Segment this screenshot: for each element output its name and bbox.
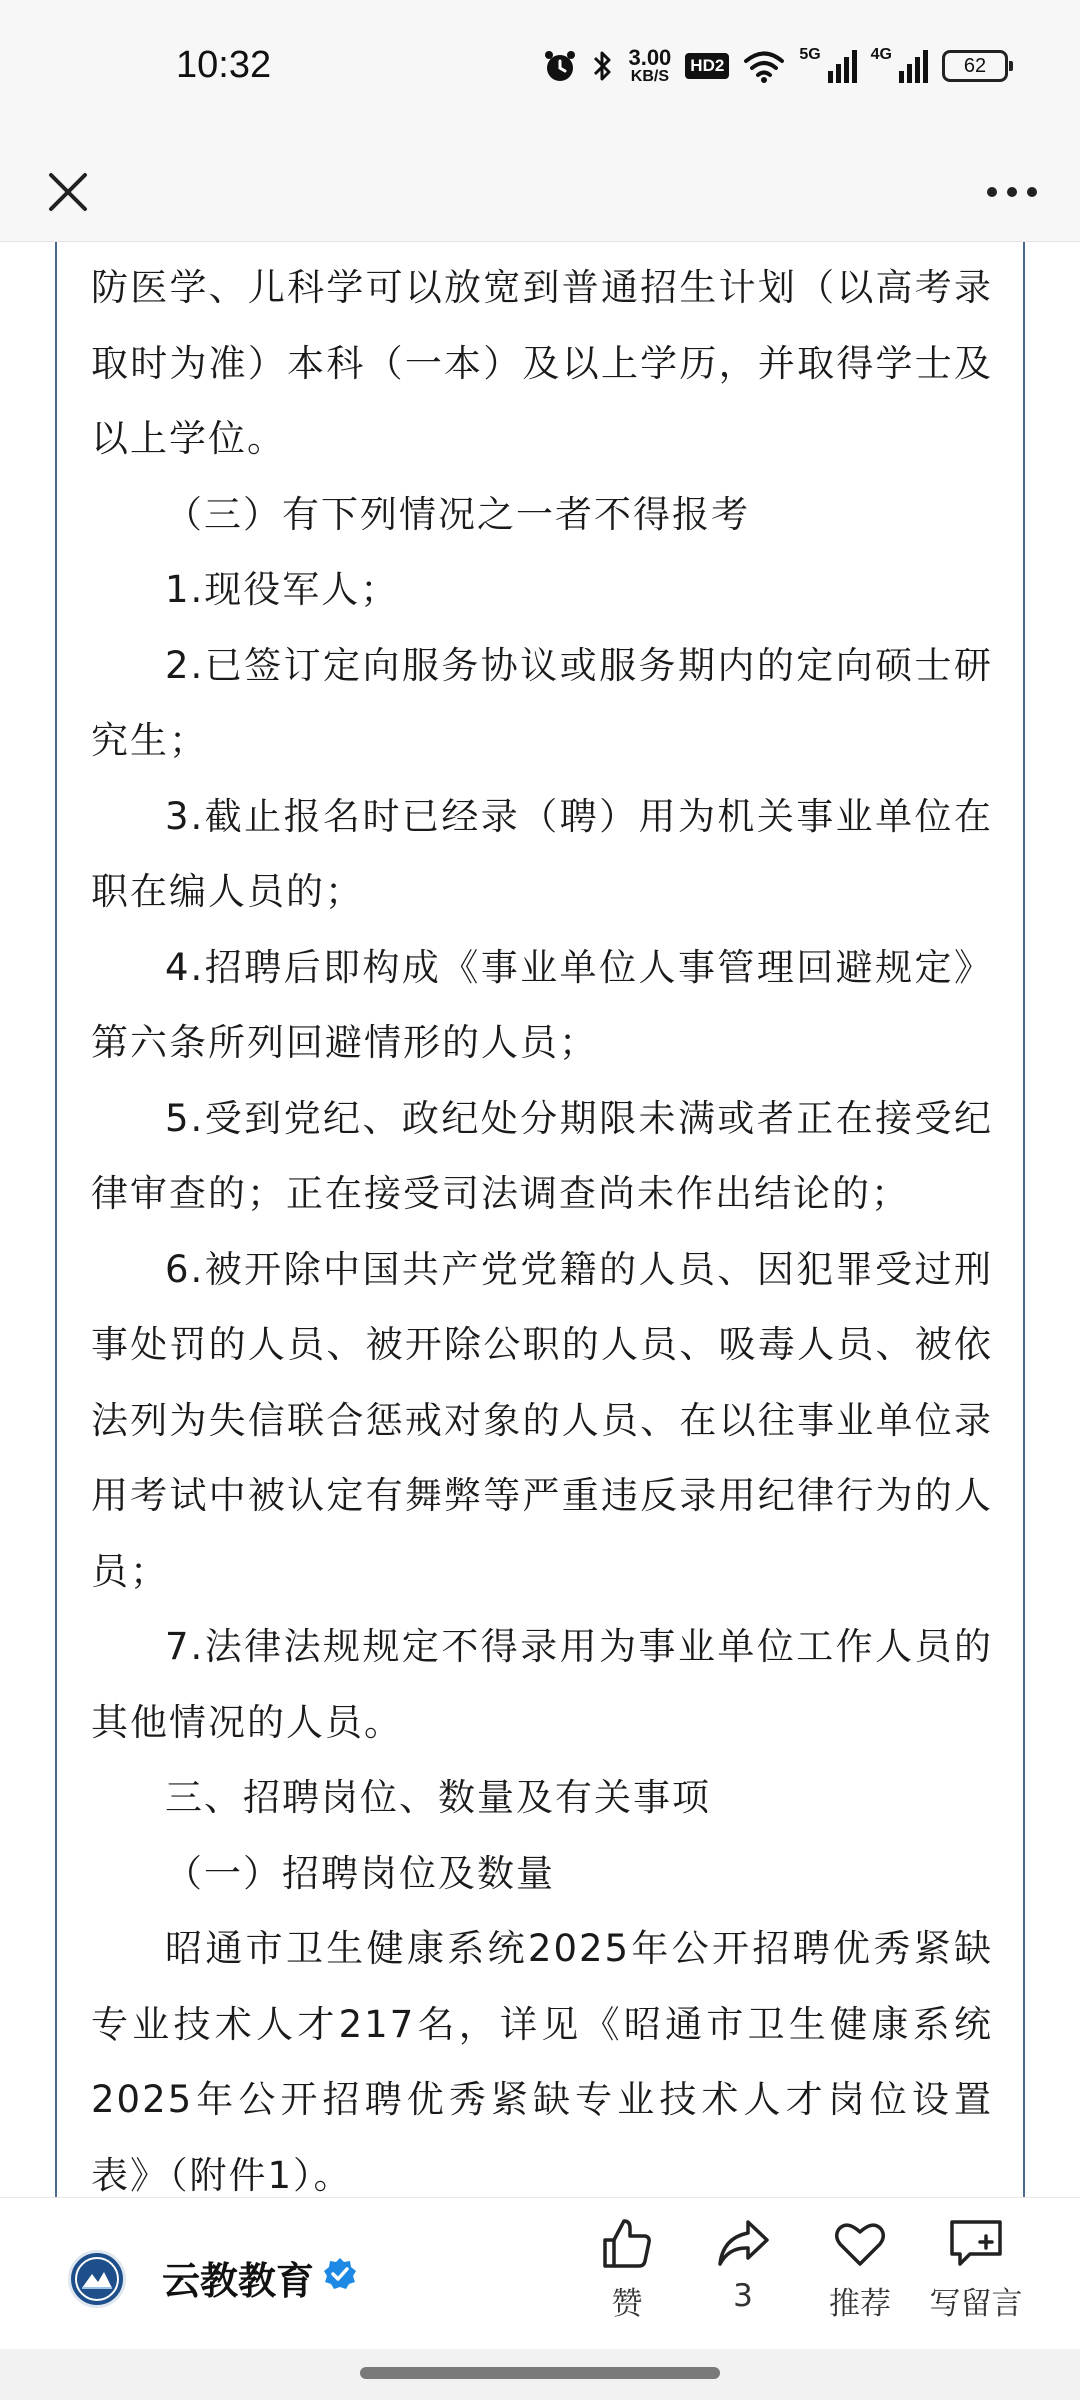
account-avatar[interactable]: [68, 2250, 126, 2308]
article-list-item: 4.招聘后即构成《事业单位人事管理回避规定》第六条所列回避情形的人员；: [91, 945, 993, 1064]
status-icons: [542, 44, 1008, 88]
comment-plus-icon: [948, 2216, 1004, 2272]
recommend-label: 推荐: [829, 2286, 891, 2322]
top-nav: [0, 140, 1080, 242]
account-name[interactable]: 云教教育: [162, 2259, 315, 2303]
speed-unit: KB/S: [630, 68, 669, 85]
more-button[interactable]: [972, 152, 1052, 232]
thumbs-up-icon: [599, 2216, 655, 2272]
article-list-item: 7.法律法规规定不得录用为事业单位工作人员的其他情况的人员。: [91, 1625, 993, 1744]
share-button[interactable]: [688, 2216, 798, 2336]
battery-level: 62: [963, 54, 987, 77]
status-bar: [0, 0, 1080, 140]
mountain-logo-icon: [74, 2256, 120, 2302]
comment-button[interactable]: [921, 2216, 1031, 2336]
recommend-button[interactable]: [805, 2216, 915, 2336]
bottom-bar: [0, 2197, 1080, 2349]
net-4g-label: 4G: [870, 46, 892, 63]
signal-4g-icon: [898, 49, 928, 83]
comment-label: 写留言: [929, 2286, 1023, 2322]
like-label: 赞: [611, 2286, 643, 2322]
heart-icon: [832, 2216, 888, 2272]
article-body: [57, 242, 1023, 2197]
net-5g-label: 5G: [799, 46, 821, 63]
article-subheading: （三）有下列情况之一者不得报考: [165, 492, 750, 536]
bluetooth-icon: [592, 48, 614, 84]
alarm-icon: [542, 48, 578, 84]
hd-badge: HD2: [685, 53, 729, 79]
article-paragraph: 防医学、儿科学可以放宽到普通招生计划（以高考录取时为准）本科（一本）及以上学历，并取得学士及以上学位。: [91, 266, 993, 460]
share-count: 3: [733, 2278, 753, 2314]
home-indicator[interactable]: [360, 2367, 720, 2379]
article-frame: [55, 242, 1025, 2197]
article-paragraph: 昭通市卫生健康系统2025年公开招聘优秀紧缺专业技术人才217名，详见《昭通市卫生健康系统2025年公开招聘优秀紧缺专业技术人才岗位设置表》（附件1）。: [91, 1927, 993, 2197]
share-arrow-icon: [715, 2216, 771, 2272]
wifi-icon: [743, 49, 785, 83]
network-speed: [628, 47, 671, 85]
battery-icon: [942, 50, 1008, 82]
article-section-heading: 三、招聘岗位、数量及有关事项: [165, 1776, 711, 1819]
gesture-bar: [0, 2349, 1080, 2400]
like-button[interactable]: [572, 2216, 682, 2336]
close-button[interactable]: [28, 152, 108, 232]
more-icon: [986, 186, 1038, 198]
article-list-item: 6.被开除中国共产党党籍的人员、因犯罪受过刑事处罚的人员、被开除公职的人员、吸毒人员、被依法列为失信联合惩戒对象的人员、在以往事业单位录用考试中被认定有舞弊等严重违反录用纪律行为的人员；: [91, 1247, 993, 1593]
speed-value: 3.00: [628, 45, 672, 70]
article-list-item: 2.已签订定向服务协议或服务期内的定向硕士研究生；: [91, 643, 993, 762]
article-list-item: 5.受到党纪、政纪处分期限未满或者正在接受纪律审查的；正在接受司法调查尚未作出结论的；: [91, 1096, 993, 1215]
article-list-item: 3.截止报名时已经录（聘）用为机关事业单位在职在编人员的；: [91, 794, 993, 913]
signal-5g-icon: [827, 49, 857, 83]
status-time: 10:32: [176, 44, 272, 86]
article-subheading: （一）招聘岗位及数量: [165, 1851, 555, 1895]
close-icon: [46, 170, 90, 214]
article-list-item: 1.现役军人；: [165, 568, 400, 611]
verified-badge-icon: [322, 2256, 358, 2292]
